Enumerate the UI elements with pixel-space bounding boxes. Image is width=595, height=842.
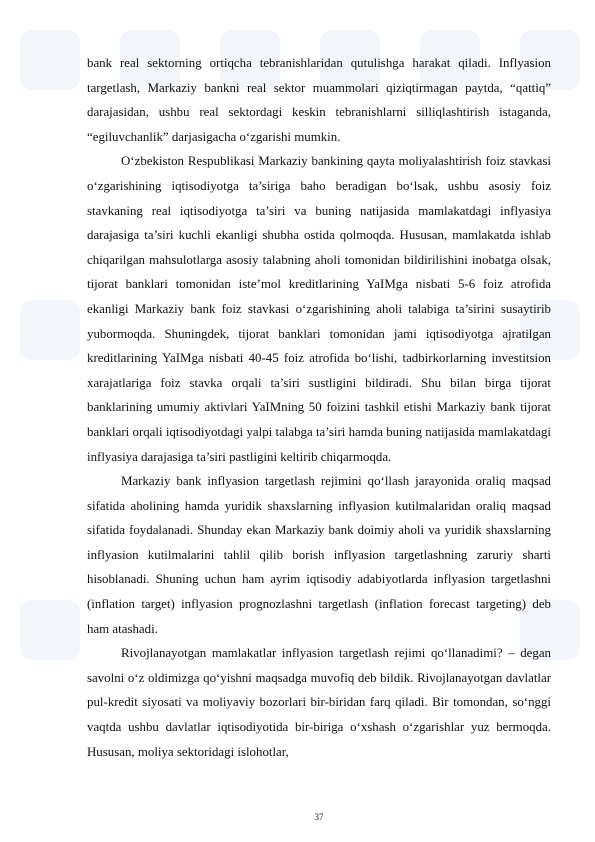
paragraph-continuation: bank real sektorning ortiqcha tebranishlaridan qutulishga harakat qiladi. Inflyasion targetlash, Markaziy bankni real sektor muammolari qiziqtirmagan paytda, “qattiq” darajasidan, ushbu real sektordagi keskin tebranishlarni silliqlashtirish istaganda, “egiluvchanlik” darjasigacha o‘zgarishi mumkin. [87,56,551,144]
paragraph-developing-countries: Rivojlanayotgan mamlakatlar inflyasion targetlash rejimi qo‘llanadimi? – degan savolni o‘z oldimizga qo‘yishni maqsadga muvofiq deb bildik. Rivojlanayotgan davlatlar pul-kredit siyosati va moliyaviy bozorlari bir-biridan farq qiladi. Bir tomondan, so‘nggi vaqtda ushbu davlatlar iqtisodiyotida bir-biriga o‘xshash o‘zgarishlar yuz bermoqda. Hususan, moliya sektoridagi islohotlar, [87,646,551,759]
paragraph-inflation-targeting: Markaziy bank inflyasion targetlash rejimini qo‘llash jarayonida oraliq maqsad sifatida aholining hamda yuridik shaxslarning inflyasion kutilmalaridan oraliq maqsad sifatida foydalanadi. Shunday ekan Markaziy bank doimiy aholi va yuridik shaxslarning inflyasion kutilmalarini tahlil qilib borish inflyasion targetlashning zaruriy sharti hisoblanadi. Shuning uchun ham ayrim iqtisodiy adabiyotlarda inflyasion targetlashni (inflation target) inflyasion prognozlashni targetlash (inflation forecast targeting) deb ham atashadi. [87,474,551,636]
paragraph-refinancing-rate: O‘zbekiston Respublikasi Markaziy bankining qayta moliyalashtirish foiz stavkasi o‘zgarishining iqtisodiyotga ta’siriga baho beradigan bo‘lsak, ushbu asosiy foiz stavkaning real iqtisodiyotga ta’siri va buning natijasida mamlakatdagi inflyasiya darajasiga ta’siri kuchli ekanligi shubha ostida qolmoqda. Hususan, mamlakatda ishlab chiqarilgan mahsulotlarga asosiy talabning aholi tomonidan bildirilishini inobatga olsak, tijorat banklari tomonidan iste’mol kreditlarining YaIMga nisbati 5-6 foiz atrofida ekanligi Markaziy bank foiz stavkasi o‘zgarishining aholi talabiga ta’sirini susaytirib yubormoqda. Shuningdek, tijorat banklari tomonidan jami iqtisodiyotga ajratilgan kreditlarining YaIMga nisbati 40-45 foiz atrofida bo‘lishi, tadbirkorlarning investitsion xarajatlariga foiz stavka orqali ta’siri sustligini bildiradi. Shu bilan birga tijorat banklarining umumiy aktivlari YaIMning 50 foizini tashkil etishi Markaziy bank tijorat banklari orqali iqtisodiyotdagi yalpi talabga ta’siri hamda buning natijasida mamlakatdagi inflyasiya darajasiga ta’siri pastligini keltirib chiqarmoqda. [87,154,551,464]
body-text [87,51,551,764]
page-number: 37 [314,812,324,822]
